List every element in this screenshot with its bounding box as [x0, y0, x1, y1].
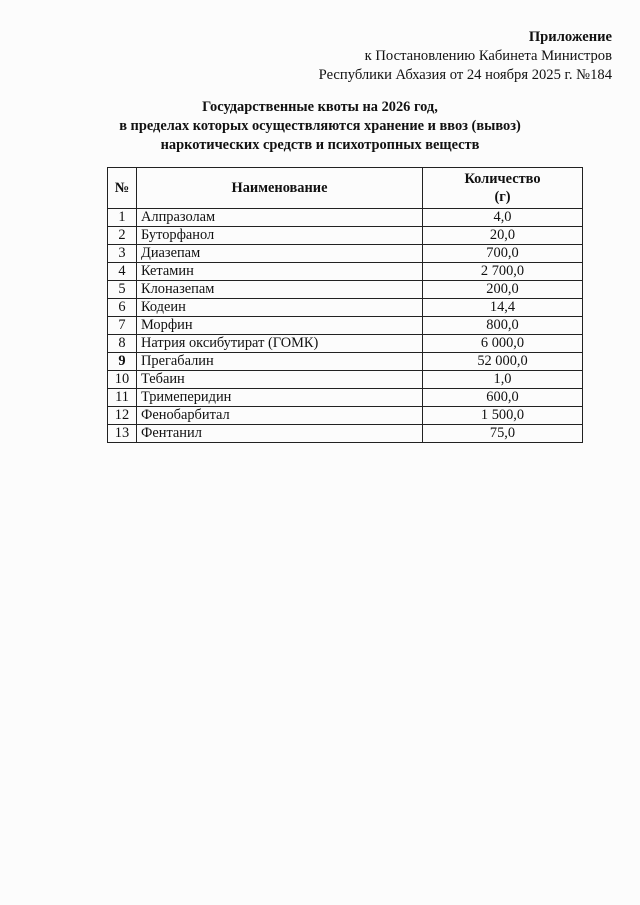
table-row [108, 317, 583, 335]
table-row [108, 335, 583, 353]
table-row [108, 407, 583, 425]
row-number: 13 [108, 425, 137, 443]
row-quantity: 4,0 [423, 209, 583, 227]
table-row [108, 353, 583, 371]
document-title-line-3: наркотических средств и психотропных веществ [160, 137, 480, 153]
table-row [108, 245, 583, 263]
table-row [108, 389, 583, 407]
row-name: Натрия оксибутират (ГОМК) [137, 335, 423, 353]
row-quantity: 52 000,0 [423, 353, 583, 371]
row-number: 10 [108, 371, 137, 389]
row-number: 3 [108, 245, 137, 263]
row-quantity: 600,0 [423, 389, 583, 407]
row-quantity: 200,0 [423, 281, 583, 299]
header-number: № [108, 168, 137, 209]
document-title-line-2: в пределах которых осуществляются хранение и ввоз (вывоз) [119, 118, 521, 134]
row-quantity: 75,0 [423, 425, 583, 443]
row-quantity: 800,0 [423, 317, 583, 335]
table-row [108, 299, 583, 317]
row-name: Тримеперидин [137, 389, 423, 407]
row-name: Тебаин [137, 371, 423, 389]
row-number: 6 [108, 299, 137, 317]
row-name: Буторфанол [137, 227, 423, 245]
appendix-title: Приложение [528, 29, 612, 45]
row-name: Фентанил [137, 425, 423, 443]
row-number: 1 [108, 209, 137, 227]
table-row [108, 209, 583, 227]
row-name: Кодеин [137, 299, 423, 317]
row-number: 11 [108, 389, 137, 407]
row-quantity: 1,0 [423, 371, 583, 389]
table-row [108, 371, 583, 389]
row-name: Клоназепам [137, 281, 423, 299]
document-title [0, 98, 640, 155]
header-name: Наименование [137, 168, 423, 209]
header-quantity-line-2: (г) [494, 189, 511, 205]
row-number: 7 [108, 317, 137, 335]
appendix-line-2: Республики Абхазия от 24 ноября 2025 г. №184 [318, 67, 612, 83]
row-number: 2 [108, 227, 137, 245]
row-number: 12 [108, 407, 137, 425]
row-quantity: 6 000,0 [423, 335, 583, 353]
appendix-header [319, 28, 612, 85]
row-number: 8 [108, 335, 137, 353]
row-name: Алпразолам [137, 209, 423, 227]
table-row [108, 425, 583, 443]
header-quantity [423, 168, 583, 209]
row-number: 9 [108, 353, 137, 371]
document-title-line-1: Государственные квоты на 2026 год, [202, 99, 438, 115]
table-row [108, 263, 583, 281]
table-header-row [108, 168, 583, 209]
row-name: Прегабалин [137, 353, 423, 371]
row-quantity: 2 700,0 [423, 263, 583, 281]
row-quantity: 700,0 [423, 245, 583, 263]
table-row [108, 281, 583, 299]
quota-table [107, 167, 583, 443]
header-quantity-line-1: Количество [464, 171, 541, 187]
row-name: Кетамин [137, 263, 423, 281]
row-quantity: 20,0 [423, 227, 583, 245]
row-name: Диазепам [137, 245, 423, 263]
row-name: Морфин [137, 317, 423, 335]
row-number: 5 [108, 281, 137, 299]
row-name: Фенобарбитал [137, 407, 423, 425]
row-quantity: 14,4 [423, 299, 583, 317]
appendix-line-1: к Постановлению Кабинета Министров [364, 48, 612, 64]
row-quantity: 1 500,0 [423, 407, 583, 425]
row-number: 4 [108, 263, 137, 281]
table-row [108, 227, 583, 245]
